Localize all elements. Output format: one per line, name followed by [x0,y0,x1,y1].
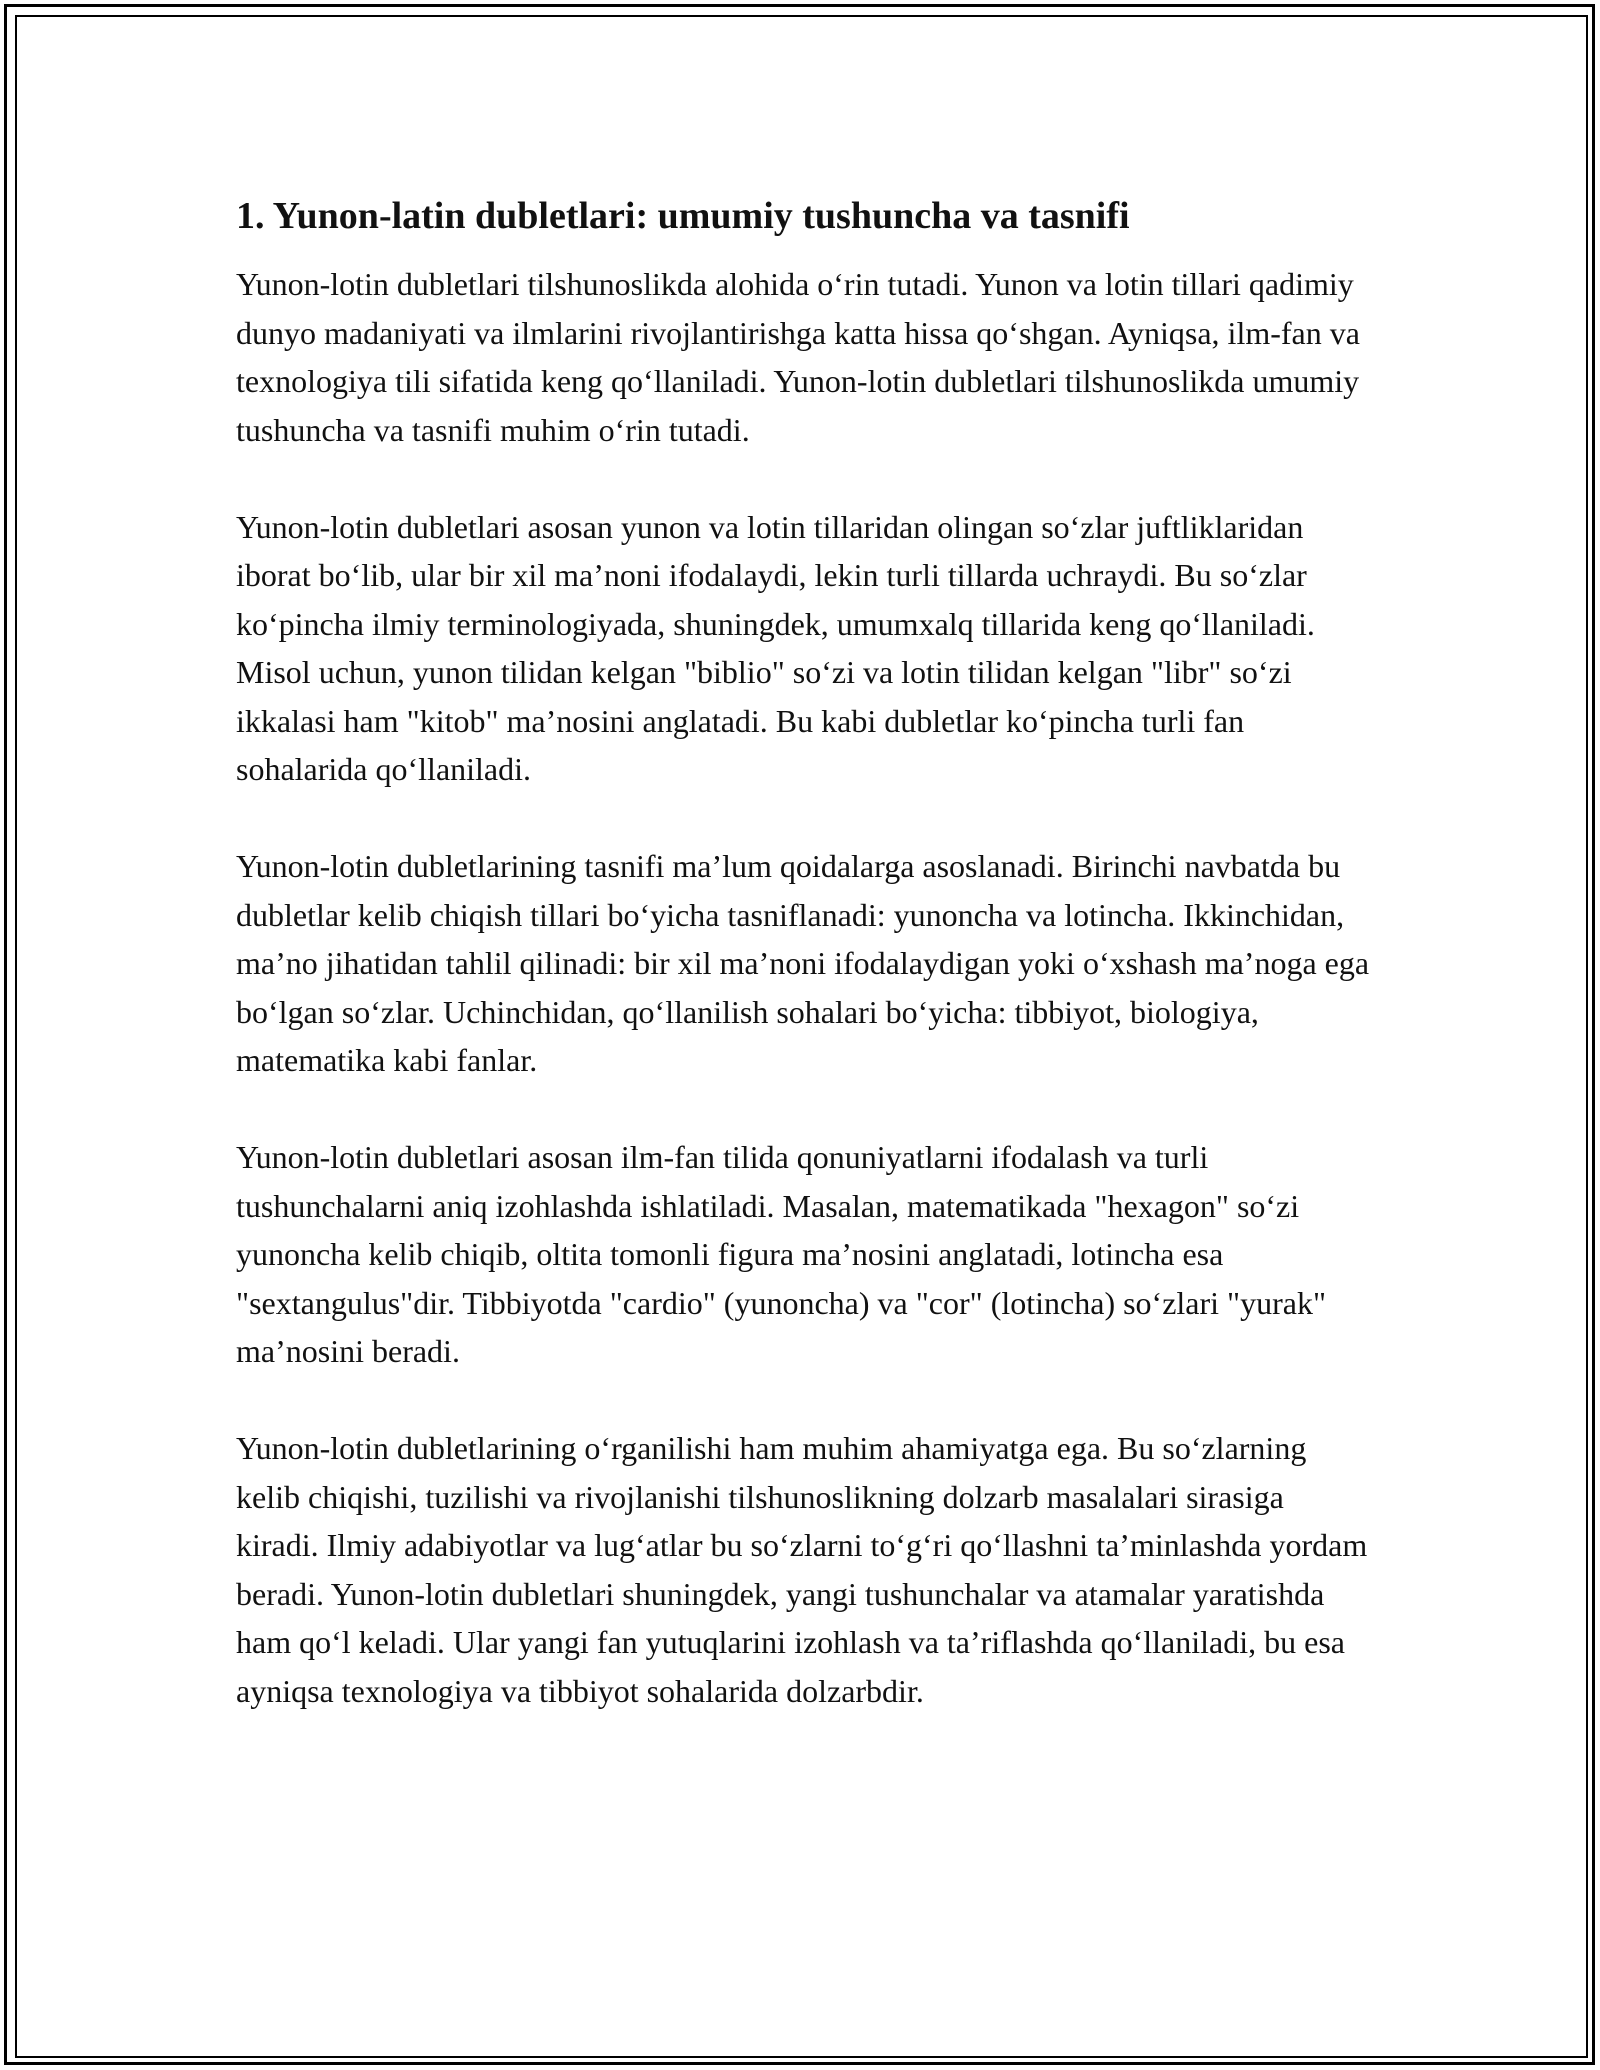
paragraph-1: Yunon-lotin dubletlari tilshunoslikda alohida o‘rin tutadi. Yunon va lotin tillari qadimiy dunyo madaniyati va ilmlarini rivojlantirishga katta hissa qo‘shgan. Ayniqsa, ilm-fan va texnologiya tili sifatida keng qo‘llaniladi. Yunon-lotin dubletlari tilshunoslikda umumiy tushuncha va tasnifi muhim o‘rin tutadi. [236,266,1360,448]
paragraph-3: Yunon-lotin dubletlarining tasnifi ma’lum qoidalarga asoslanadi. Birinchi navbatda bu dubletlar kelib chiqish tillari bo‘yicha tasniflanadi: yunoncha va lotincha. Ikkinchidan, ma’no jihatidan tahlil qilinadi: bir xil ma’noni ifodalaydigan yoki o‘xshash ma’noga ega bo‘lgan so‘zlar. Uchinchidan, qo‘llanilish sohalari bo‘yicha: tibbiyot, biologiya, matematika kabi fanlar. [236,848,1370,1078]
paragraph-2: Yunon-lotin dubletlari asosan yunon va lotin tillaridan olingan so‘zlar juftliklaridan iborat bo‘lib, ular bir xil ma’noni ifodalaydi, lekin turli tillarda uchraydi. Bu so‘zlar ko‘pincha ilmiy terminologiyada, shuningdek, umumxalq tillarida keng qo‘llaniladi. Misol uchun, yunon tilidan kelgan "biblio" so‘zi va lotin tilidan kelgan "libr" so‘zi ikkalasi ham "kitob" ma’nosini anglatadi. Bu kabi dubletlar ko‘pincha turli fan sohalarida qo‘llaniladi. [236,508,1315,787]
paragraph-5: Yunon-lotin dubletlarining o‘rganilishi ham muhim ahamiyatga ega. Bu so‘zlarning kelib chiqishi, tuzilishi va rivojlanishi tilshunoslikning dolzarb masalalari sirasiga kiradi. Ilmiy adabiyotlar va lug‘atlar bu so‘zlarni to‘g‘ri qo‘llashni ta’minlashda yordam beradi. Yunon-lotin dubletlari shuningdek, yangi tushunchalar va atamalar yaratishda ham qo‘l keladi. Ular yangi fan yutuqlarini izohlash va ta’riflashda qo‘llaniladi, bu esa ayniqsa texnologiya va tibbiyot sohalarida dolzarbdir. [236,1430,1368,1709]
paragraph-4: Yunon-lotin dubletlari asosan ilm-fan tilida qonuniyatlarni ifodalash va turli tushunchalarni aniq izohlashda ishlatiladi. Masalan, matematikada "hexagon" so‘zi yunoncha kelib chiqib, oltita tomonli figura ma’nosini anglatadi, lotincha esa "sextangulus"dir. Tibbiyotda "cardio" (yunoncha) va "cor" (lotincha) so‘zlari "yurak" ma’nosini beradi. [236,1139,1327,1369]
section-heading: 1. Yunon-latin dubletlari: umumiy tushuncha va tasnifi [236,195,1130,237]
document-body [236,180,1371,1764]
